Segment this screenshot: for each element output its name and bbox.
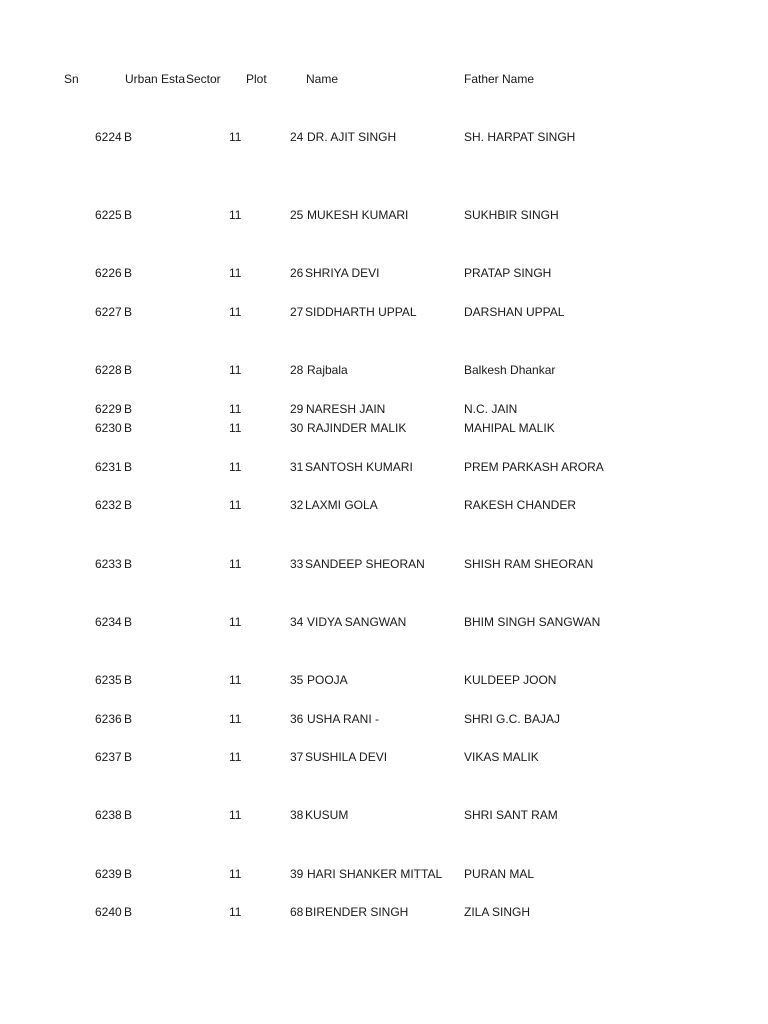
cell-sector: 11 <box>229 266 242 280</box>
table-row <box>0 712 768 728</box>
cell-sn: 6228 <box>95 363 122 377</box>
cell-plot: 28 <box>290 363 304 377</box>
cell-sn: 6224 <box>95 130 122 144</box>
cell-father-name: Balkesh Dhankar <box>464 363 556 377</box>
cell-urban-estate: B <box>124 615 133 629</box>
cell-sn: 6236 <box>95 712 122 726</box>
cell-father-name: KULDEEP JOON <box>464 673 557 687</box>
cell-name: SANTOSH KUMARI <box>305 460 413 474</box>
cell-urban-estate: B <box>124 750 133 764</box>
cell-sector: 11 <box>229 460 242 474</box>
cell-father-name: VIKAS MALIK <box>464 750 539 764</box>
table-row <box>0 498 768 514</box>
table-row <box>0 460 768 476</box>
cell-sn: 6234 <box>95 615 122 629</box>
cell-sn: 6229 <box>95 402 122 416</box>
cell-father-name: PREM PARKASH ARORA <box>464 460 604 474</box>
cell-plot: 38 <box>290 808 304 822</box>
cell-urban-estate: B <box>124 363 133 377</box>
cell-father-name: SHISH RAM SHEORAN <box>464 557 594 571</box>
cell-sector: 11 <box>229 305 242 319</box>
header-sector: Sector <box>186 72 221 86</box>
cell-name: RAJINDER MALIK <box>307 421 407 435</box>
cell-name: USHA RANI - <box>307 712 380 726</box>
cell-father-name: ZILA SINGH <box>464 905 531 919</box>
cell-sn: 6226 <box>95 266 122 280</box>
table-row <box>0 130 768 146</box>
cell-sector: 11 <box>229 363 242 377</box>
cell-sn: 6235 <box>95 673 122 687</box>
cell-sector: 11 <box>229 808 242 822</box>
cell-name: DR. AJIT SINGH <box>307 130 397 144</box>
cell-father-name: PRATAP SINGH <box>464 266 552 280</box>
cell-name: SANDEEP SHEORAN <box>305 557 425 571</box>
cell-plot: 68 <box>290 905 304 919</box>
cell-sector: 11 <box>229 615 242 629</box>
cell-urban-estate: B <box>124 266 133 280</box>
cell-plot: 32 <box>290 498 304 512</box>
cell-name: KUSUM <box>305 808 349 822</box>
cell-plot: 33 <box>290 557 304 571</box>
cell-name: SIDDHARTH UPPAL <box>305 305 417 319</box>
header-name: Name <box>306 72 339 86</box>
cell-name: MUKESH KUMARI <box>307 208 409 222</box>
cell-urban-estate: B <box>124 402 133 416</box>
cell-name: SHRIYA DEVI <box>305 266 380 280</box>
cell-plot: 27 <box>290 305 304 319</box>
cell-father-name: N.C. JAIN <box>464 402 518 416</box>
cell-sector: 11 <box>229 208 242 222</box>
cell-urban-estate: B <box>124 208 133 222</box>
table-row <box>0 266 768 282</box>
cell-father-name: SH. HARPAT SINGH <box>464 130 576 144</box>
table-row <box>0 305 768 321</box>
cell-urban-estate: B <box>124 712 133 726</box>
cell-name: POOJA <box>307 673 348 687</box>
table-row <box>0 905 768 921</box>
cell-urban-estate: B <box>124 460 133 474</box>
cell-name: BIRENDER SINGH <box>305 905 409 919</box>
cell-sector: 11 <box>229 498 242 512</box>
cell-plot: 30 <box>290 421 304 435</box>
cell-plot: 37 <box>290 750 304 764</box>
table-row <box>0 557 768 573</box>
table-row <box>0 808 768 824</box>
cell-father-name: SHRI SANT RAM <box>464 808 558 822</box>
header-sn: Sn <box>64 72 79 86</box>
cell-sector: 11 <box>229 557 242 571</box>
cell-plot: 24 <box>290 130 304 144</box>
cell-name: VIDYA SANGWAN <box>307 615 407 629</box>
cell-sector: 11 <box>229 905 242 919</box>
cell-father-name: SUKHBIR SINGH <box>464 208 559 222</box>
cell-father-name: SHRI G.C. BAJAJ <box>464 712 561 726</box>
header-father-name: Father Name <box>464 72 535 86</box>
cell-sector: 11 <box>229 867 242 881</box>
cell-urban-estate: B <box>124 130 133 144</box>
cell-father-name: BHIM SINGH SANGWAN <box>464 615 601 629</box>
cell-plot: 39 <box>290 867 304 881</box>
cell-urban-estate: B <box>124 498 133 512</box>
header-urban-estate: Urban Esta <box>125 72 186 86</box>
table-row <box>0 867 768 883</box>
cell-sn: 6238 <box>95 808 122 822</box>
cell-sector: 11 <box>229 712 242 726</box>
cell-sector: 11 <box>229 421 242 435</box>
cell-sector: 11 <box>229 130 242 144</box>
cell-sector: 11 <box>229 402 242 416</box>
cell-sn: 6227 <box>95 305 122 319</box>
cell-plot: 25 <box>290 208 304 222</box>
table-row <box>0 363 768 379</box>
cell-sn: 6237 <box>95 750 122 764</box>
cell-plot: 31 <box>290 460 304 474</box>
cell-sn: 6231 <box>95 460 122 474</box>
table-row <box>0 421 768 437</box>
cell-plot: 36 <box>290 712 304 726</box>
cell-urban-estate: B <box>124 808 133 822</box>
cell-sn: 6225 <box>95 208 122 222</box>
cell-sector: 11 <box>229 673 242 687</box>
cell-plot: 26 <box>290 266 304 280</box>
cell-name: Rajbala <box>307 363 348 377</box>
cell-urban-estate: B <box>124 673 133 687</box>
cell-father-name: DARSHAN UPPAL <box>464 305 565 319</box>
cell-sn: 6239 <box>95 867 122 881</box>
cell-father-name: MAHIPAL MALIK <box>464 421 555 435</box>
cell-sn: 6233 <box>95 557 122 571</box>
table-row <box>0 750 768 766</box>
cell-name: LAXMI GOLA <box>305 498 378 512</box>
cell-sn: 6232 <box>95 498 122 512</box>
cell-sn: 6230 <box>95 421 122 435</box>
table-row <box>0 402 768 418</box>
cell-sn: 6240 <box>95 905 122 919</box>
cell-urban-estate: B <box>124 557 133 571</box>
cell-urban-estate: B <box>124 867 133 881</box>
table-row <box>0 673 768 689</box>
table-row <box>0 208 768 224</box>
table-row <box>0 615 768 631</box>
cell-name: HARI SHANKER MITTAL <box>307 867 443 881</box>
cell-name: SUSHILA DEVI <box>305 750 388 764</box>
cell-father-name: PURAN MAL <box>464 867 535 881</box>
cell-plot: 35 <box>290 673 304 687</box>
cell-urban-estate: B <box>124 421 133 435</box>
cell-urban-estate: B <box>124 905 133 919</box>
cell-plot: 29 <box>290 402 304 416</box>
header-plot: Plot <box>246 72 267 86</box>
cell-name: NARESH JAIN <box>306 402 386 416</box>
cell-sector: 11 <box>229 750 242 764</box>
cell-plot: 34 <box>290 615 304 629</box>
cell-father-name: RAKESH CHANDER <box>464 498 577 512</box>
cell-urban-estate: B <box>124 305 133 319</box>
